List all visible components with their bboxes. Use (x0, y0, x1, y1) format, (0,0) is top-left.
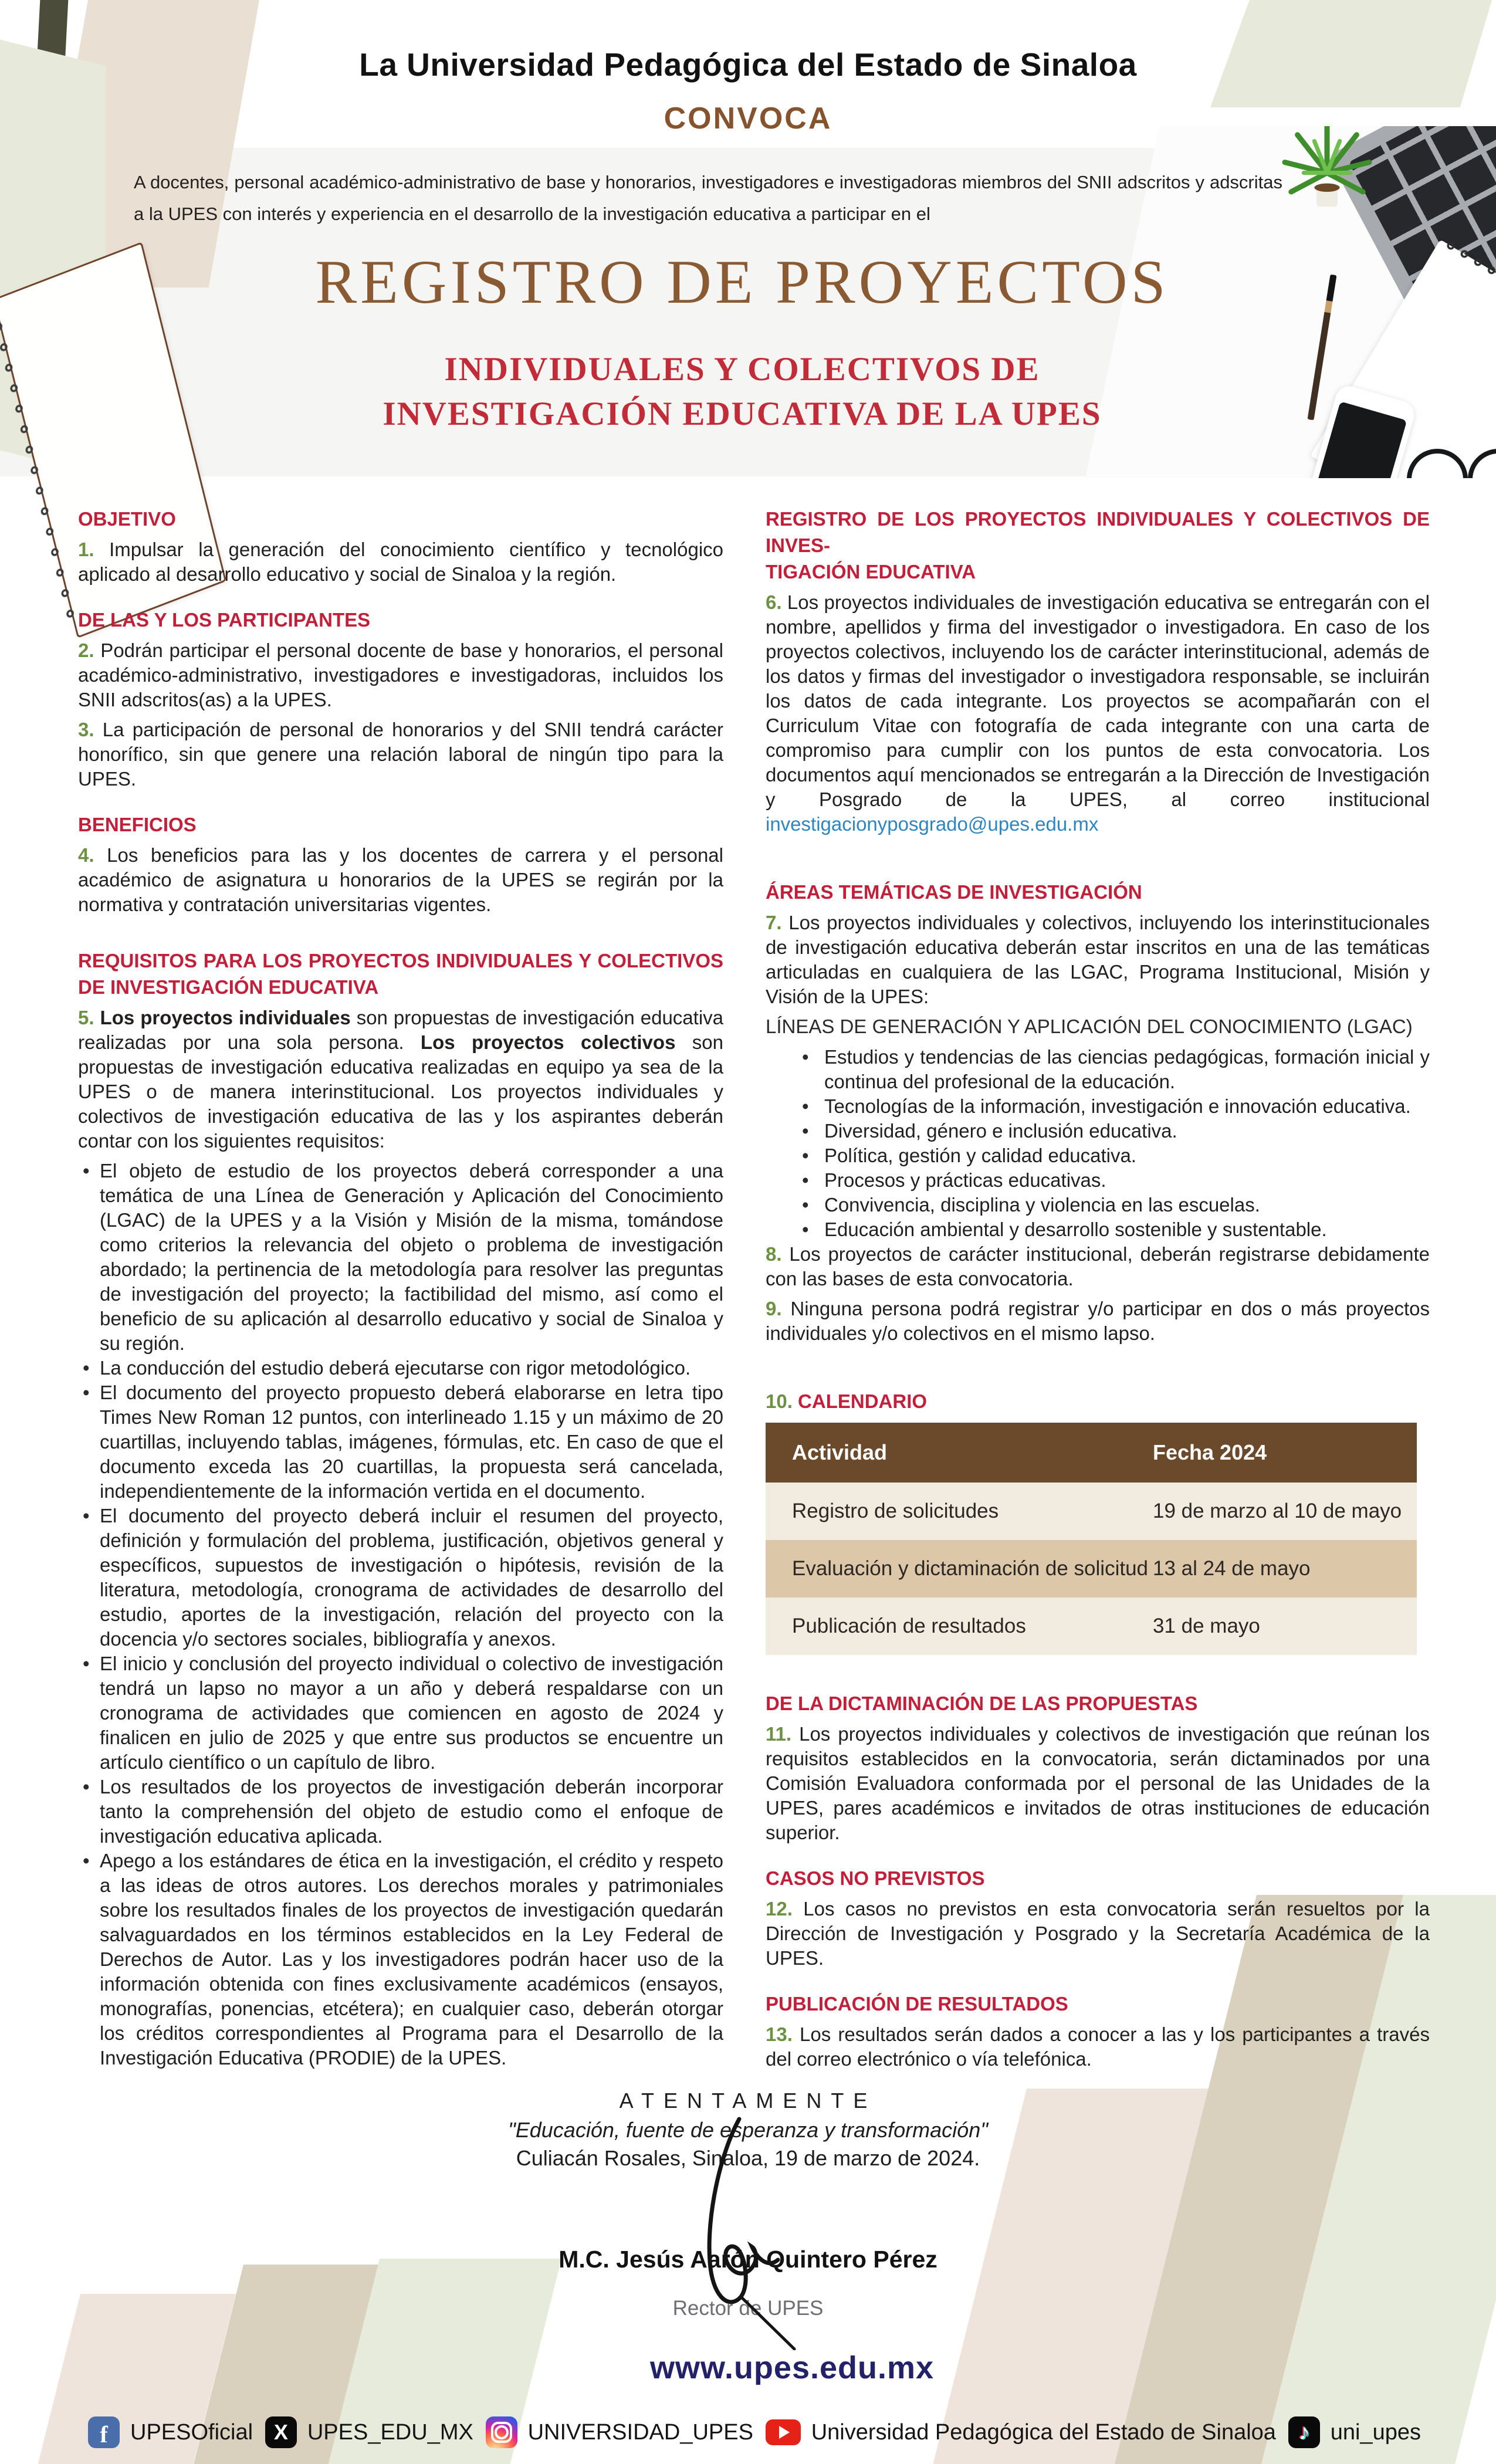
item-8 (766, 1242, 1430, 1291)
tiktok-icon (1288, 2416, 1320, 2448)
item-2-text: Podrán participar el personal docente de base y honorarios, el personal académico-administrativo, investigadores e investigadoras, incluidos los SNII adscritos(as) a la UPES. (78, 639, 723, 710)
motto-quote: "Educación, fuente de esperanza y transformación" (507, 2118, 989, 2142)
requisitos-bullet-2: • La conducción del estudio deberá ejecutarse con rigor metodológico. (78, 1356, 723, 1380)
lgac-bullet-1: • Estudios y tendencias de las ciencias pedagógicas, formación inicial y continua del profesional de la educación. (766, 1045, 1430, 1094)
lgac-bullet-2: • Tecnologías de la información, investigación e innovación educativa. (766, 1094, 1430, 1119)
x-twitter-handle: UPES_EDU_MX (307, 2419, 473, 2445)
youtube-icon (766, 2419, 801, 2445)
item-4-number: 4. (78, 844, 94, 866)
item-9 (766, 1297, 1430, 1346)
item-4 (78, 843, 723, 917)
heading-registro-line-1: REGISTRO DE LOS PROYECTOS INDIVIDUALES Y COLECTIVOS DE INVES- (766, 508, 1430, 556)
heading-dictaminacion: DE LA DICTAMINACIÓN DE LAS PROPUESTAS (766, 1693, 1198, 1714)
item-8-number: 8. (766, 1243, 782, 1265)
item-1-number: 1. (78, 539, 94, 560)
item-9-number: 9. (766, 1298, 782, 1319)
page-title: La Universidad Pedagógica del Estado de Sinaloa (359, 46, 1137, 83)
intro-paragraph: A docentes, personal académico-administrativo de base y honorarios, investigadores e investigadoras miembros del SNII adscritos y adscritas a la UPES con interés y experiencia en el desarrollo de la investigación educativa a participar en el (134, 172, 1282, 224)
calendar-header-fecha: Fecha 2024 (1153, 1423, 1417, 1483)
atentamente-label: ATENTAMENTE (619, 2089, 877, 2113)
heading-lgac: LÍNEAS DE GENERACIÓN Y APLICACIÓN DEL CONOCIMIENTO (LGAC) (766, 1016, 1413, 1037)
subtitle-line-1: INDIVIDUALES Y COLECTIVOS DE (444, 351, 1040, 388)
item-8-text: Los proyectos de carácter institucional, deberán registrarse debidamente con las bases de esta convocatoria. (766, 1243, 1430, 1289)
item-7-number: 7. (766, 912, 782, 933)
calendar-header-row (766, 1423, 1417, 1483)
item-5-text-1: son propuestas de investigación educativa realizadas por una sola persona. (78, 1007, 724, 1053)
left-column (78, 506, 723, 2077)
requisitos-bullet-7: • Apego a los estándares de ética en la investigación, el crédito y respeto a las ideas de otros autores. Los derechos morales y patrimoniales sobre los resultados finales de los proyectos de investigación quedarán salvaguardados en los términos establecidos en la Ley Federal de Derechos de Autor. Las y los investigadores podrán hacer uso de la información obtenida con fines exclusivamente académicos (ensayos, monografías, ponencias, etcétera); en cualquier caso, deberán otorgar los créditos correspondientes al Programa para el Desarrollo de la Investigación Educativa (PRODIE) de la UPES. (78, 1849, 723, 2070)
social-facebook[interactable] (88, 2416, 253, 2448)
item-2 (78, 638, 723, 712)
lgac-bullet-4: • Política, gestión y calidad educativa. (766, 1143, 1430, 1168)
requisitos-bullet-3: • El documento del proyecto propuesto deberá elaborarse en letra tipo Times New Roman 12 puntos, con interlineado 1.15 y un máximo de 20 cuartillas, incluyendo tablas, imágenes, fórmulas, etc. En caso de que el documento exceda las 20 cuartillas, la propuesta será cancelada, independientemente de la información vertida en el documento. (78, 1380, 723, 1504)
item-5-bold-2: Los proyectos colectivos (420, 1031, 676, 1053)
heading-publicacion: PUBLICACIÓN DE RESULTADOS (766, 1993, 1068, 2015)
item-12-text: Los casos no previstos en esta convocatoria serán resueltos por la Dirección de Investigación y Posgrado y la Secretaría Académica de la UPES. (766, 1898, 1430, 1969)
table-row (766, 1483, 1417, 1540)
x-twitter-icon (265, 2416, 297, 2448)
cactus-plant-image (1274, 126, 1380, 224)
heading-beneficios: BENEFICIOS (78, 814, 197, 835)
item-7-text: Los proyectos individuales y colectivos, incluyendo los interinstitucionales de investigación educativa deberán estar inscritos en una de las temáticas articuladas en cualquiera de las LGAC, Programa Institucional, Misión y Visión de la UPES: (766, 912, 1430, 1007)
lgac-bullet-3: • Diversidad, género e inclusión educativa. (766, 1119, 1430, 1143)
website-url (0, 2350, 1496, 2386)
social-instagram[interactable] (486, 2416, 753, 2448)
instagram-icon (486, 2416, 517, 2448)
table-row (766, 1540, 1417, 1597)
calendario-label: CALENDARIO (792, 1390, 928, 1412)
item-5 (78, 1006, 723, 1153)
heading-requisitos: REQUISITOS PARA LOS PROYECTOS INDIVIDUALES Y COLECTIVOS DE INVESTIGACIÓN EDUCATIVA (78, 950, 723, 998)
item-11-text: Los proyectos individuales y colectivos de investigación que reúnan los requisitos establecidos en la convocatoria, serán dictaminados por una Comisión Evaluadora conformada por el personal de las Unidades de la UPES, pares académicos e invitados de otras instituciones de educación superior. (766, 1723, 1430, 1843)
item-5-text-2: son propuestas de investigación educativa realizadas en equipo ya sea de la UPES o de manera interinstitucional. Los proyectos individuales y colectivos de investigación educativa de las y los aspirantes deberán contar con los siguientes requisitos: (78, 1031, 723, 1152)
item-4-text: Los beneficios para las y los docentes de carrera y el personal académico de asignatura u honorarios de la UPES se regirán por la normativa y contratación universitarias vigentes. (78, 844, 723, 915)
body-columns (78, 506, 1430, 2077)
heading-participantes: DE LAS Y LOS PARTICIPANTES (78, 609, 371, 631)
item-3-text: La participación de personal de honorarios y del SNII tendrá carácter honorífico, sin que genere una relación laboral de ningún tipo para la UPES. (78, 719, 723, 790)
lgac-bullet-7: • Educación ambiental y desarrollo sostenible y sustentable. (766, 1217, 1430, 1242)
heading-casos: CASOS NO PREVISTOS (766, 1867, 985, 1889)
item-13 (766, 2022, 1430, 2072)
heading-registro (766, 506, 1430, 585)
item-6-number: 6. (766, 591, 782, 613)
facebook-handle: UPESOficial (130, 2419, 253, 2445)
subtitle-line-2: INVESTIGACIÓN EDUCATIVA DE LA UPES (383, 395, 1102, 432)
calendar-cell-fecha-1: 19 de marzo al 10 de mayo (1153, 1500, 1402, 1522)
convoca-label: CONVOCA (664, 101, 832, 136)
right-column (766, 506, 1430, 2077)
item-3 (78, 717, 723, 791)
requisitos-bullet-6: • Los resultados de los proyectos de investigación deberán incorporar tanto la comprehensión del objeto de estudio como el enfoque de investigación educativa aplicada. (78, 1775, 723, 1849)
calendar-cell-fecha-3: 31 de mayo (1153, 1615, 1260, 1637)
item-13-number: 13. (766, 2023, 793, 2045)
tiktok-handle: uni_upes (1330, 2419, 1421, 2445)
social-youtube[interactable] (766, 2419, 1276, 2445)
calendar-cell-actividad-2: Evaluación y dictaminación de solicitud (792, 1557, 1148, 1580)
item-12-number: 12. (766, 1898, 793, 1920)
facebook-icon (88, 2416, 120, 2448)
signatory-name: M.C. Jesús Aarón Quintero Pérez (559, 2246, 937, 2273)
calendar-header-actividad: Actividad (766, 1423, 1153, 1483)
eyeglasses-image (1407, 443, 1496, 478)
item-1-text: Impulsar la generación del conocimiento científico y tecnológico aplicado al desarrollo educativo y social de Sinaloa y la región. (78, 539, 723, 585)
calendario-number: 10. (766, 1390, 793, 1412)
calendar-cell-fecha-2: 13 al 24 de mayo (1153, 1557, 1311, 1580)
requisitos-bullet-5: • El inicio y conclusión del proyecto individual o colectivo de investigación tendrá un lapso no mayor a un año y deberá respaldarse con un cronograma de actividades que comiencen en agosto de 2024 y finalicen en julio de 2025 y que entre sus productos se encuentre un artículo científico o un capítulo de libro. (78, 1651, 723, 1775)
heading-calendario (766, 1388, 1430, 1414)
item-13-text: Los resultados serán dados a conocer a las y los participantes a través del correo electrónico o vía telefónica. (766, 2023, 1430, 2070)
item-3-number: 3. (78, 719, 94, 740)
heading-objetivo: OBJETIVO (78, 508, 176, 530)
signatory-title: Rector de UPES (672, 2297, 824, 2320)
item-12 (766, 1897, 1430, 1971)
calendar-cell-actividad-3: Publicación de resultados (792, 1615, 1026, 1637)
lgac-bullet-5: • Procesos y prácticas educativas. (766, 1168, 1430, 1193)
item-5-bold-1: Los proyectos individuales (94, 1007, 351, 1028)
item-1 (78, 537, 723, 587)
social-x-twitter[interactable] (265, 2416, 473, 2448)
footer-social-bar (88, 2414, 1421, 2451)
closing-block (0, 2089, 1496, 2386)
website-text[interactable]: www.upes.edu.mx (649, 2350, 935, 2385)
social-tiktok[interactable] (1288, 2416, 1421, 2448)
calendar-table (766, 1423, 1417, 1655)
main-title: REGISTRO DE PROYECTOS (315, 248, 1169, 316)
lgac-bullet-6: • Convivencia, disciplina y violencia en las escuelas. (766, 1193, 1430, 1217)
table-row (766, 1597, 1417, 1655)
item-6-text: Los proyectos individuales de investigación educativa se entregarán con el nombre, apellidos y firma del investigador o investigadora. En caso de los proyectos colectivos, incluyendo los de carácter interinstitucional, además de los datos y firmas del investigador o investigadora responsable, se incluirán los datos de cada integrante. Los proyectos se acompañarán con el Curriculum Vitae con fotografía de cada integrante con una carta de compromiso para cumplir con los puntos de esta convocatoria. Los documentos aquí mencionados se entregarán a la Dirección de Investigación y Posgrado de la UPES, al correo institucional (766, 591, 1430, 810)
subtitle (0, 347, 1484, 436)
youtube-handle: Universidad Pedagógica del Estado de Sinaloa (811, 2419, 1276, 2445)
email-link[interactable]: investigacionyposgrado@upes.edu.mx (766, 813, 1099, 835)
item-5-number: 5. (78, 1007, 94, 1028)
heading-registro-line-2: TIGACIÓN EDUCATIVA (766, 561, 976, 583)
dateline: Culiacán Rosales, Sinaloa, 19 de marzo de 2024. (516, 2146, 980, 2170)
item-2-number: 2. (78, 639, 94, 661)
item-11 (766, 1722, 1430, 1845)
requisitos-bullet-1: • El objeto de estudio de los proyectos deberá corresponder a una temática de una Línea de Generación y Aplicación del Conocimiento (LGAC) de la UPES y a la Visión y Misión de la misma, tomándose como criterios la relevancia del objeto o problema de investigación abordado; la pertinencia de la metodología para resolver las preguntas de investigación del proyecto; la factibilidad del mismo, así como el beneficio de su aplicación al desarrollo educativo y social de Sinaloa y su región. (78, 1159, 723, 1356)
instagram-handle: UNIVERSIDAD_UPES (527, 2419, 753, 2445)
item-7 (766, 911, 1430, 1009)
item-11-number: 11. (766, 1723, 792, 1745)
calendar-cell-actividad-1: Registro de solicitudes (792, 1500, 999, 1522)
heading-areas: ÁREAS TEMÁTICAS DE INVESTIGACIÓN (766, 881, 1142, 903)
item-9-text: Ninguna persona podrá registrar y/o participar en dos o más proyectos individuales y/o colectivos en el mismo lapso. (766, 1298, 1430, 1344)
item-6 (766, 590, 1430, 837)
requisitos-bullet-4: • El documento del proyecto deberá incluir el resumen del proyecto, definición y formulación del problema, justificación, objetivos general y específicos, supuestos de investigación o hipótesis, revisión de la literatura, metodología, cronograma de actividades de desarrollo del estudio, aportes de la investigación, relación del proyecto con la docencia y/o sectores sociales, bibliografía y anexos. (78, 1504, 723, 1651)
